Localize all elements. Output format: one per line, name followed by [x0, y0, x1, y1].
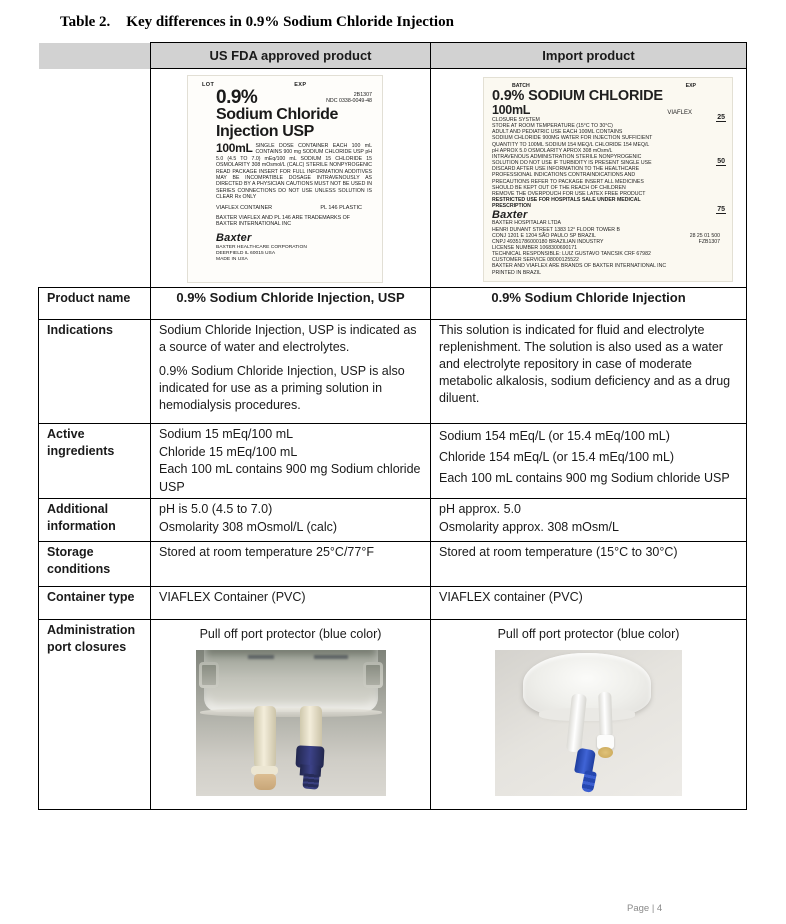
row-label-administration-port-closures: Administration port closures [39, 620, 151, 810]
label-bold-line: RESTRICTED USE FOR HOSPITALS SALE UNDER MEDICAL [492, 197, 641, 204]
label-line: STORE AT ROOM TEMPERATURE (15°C TO 30°C) [492, 123, 613, 130]
medication-port-tube [254, 706, 276, 768]
import-logo-row [492, 210, 724, 220]
label-line: QUANTITY TO 100ML SODIUM 154 MEQ/L CHLORIDE 154 MEQ/L [492, 141, 650, 148]
label-line: SODIUM CHLORIDE 900MG WATER FOR INJECTION SUFFICIENT [492, 135, 653, 142]
bag-seam [200, 708, 382, 717]
medication-port-tube [598, 692, 613, 738]
import-product-title: 0.9% SODIUM CHLORIDE [492, 88, 663, 104]
table-row [39, 587, 747, 620]
port-caption-import: Pull off port protector (blue color) [497, 627, 680, 641]
indications-us-paragraph-1: Sodium Chloride Injection, USP is indicated as a source of water and electrolytes. [159, 323, 417, 354]
active-ingredients-import-lines [439, 426, 738, 489]
additional-information-import [431, 499, 747, 542]
scale-mark-25: 25 [717, 114, 725, 121]
address-line: TECHNICAL RESPONSIBLE: LUIZ GUSTAVO TANCSIK CRF 67982 [492, 251, 651, 258]
import-port-photo [495, 650, 682, 796]
address-line: LICENSE NUMBER 1068300690171 [492, 244, 578, 251]
label-line: ADULT AND PEDIATRIC USE EACH 100ML CONTAINS [492, 129, 623, 136]
address-line: PRINTED IN BRAZIL [492, 269, 542, 276]
info-line: pH approx. 5.0 [439, 502, 521, 516]
additional-information-us-lines [159, 501, 422, 536]
strength-text: 0.9% [216, 87, 258, 108]
blue-port-protector-tip [302, 773, 319, 789]
address-line: MADE IN USA [216, 257, 248, 263]
us-port-photo [196, 650, 386, 796]
import-product-label-image [483, 77, 733, 282]
address-line: CONJ 1201 E 1204 SÃO PAULO SP BRAZIL 28 25 01 500 [492, 232, 720, 239]
indications-us-paragraph-2: 0.9% Sodium Chloride Injection, USP is also indicated for use as a priming solution in hemodialysis procedures. [159, 364, 405, 412]
table-row [39, 424, 747, 499]
ingredient-line: Chloride 15 mEq/100 mL [159, 444, 298, 459]
label-line: SOLUTION DO NOT USE IF TURBIDITY IS PRESENT SINGLE USE [492, 160, 652, 167]
import-volume-row [492, 104, 724, 116]
bag-print-mark [314, 655, 348, 659]
storage-conditions-us [151, 542, 431, 587]
row-label-storage-conditions: Storage conditions [39, 542, 151, 587]
port-caption-us: Pull off port protector (blue color) [199, 627, 382, 641]
import-label-fine-print [492, 117, 724, 197]
exp-field: EXP [294, 82, 307, 88]
indications-import-paragraph: This solution is indicated for fluid and electrolyte replenishment. The solution is also used as a water and electrolyte repository in case of moderate metabolic alkalosis, sodium deficiency and as a drug diluent. [439, 323, 731, 405]
volume-text: 100mL [492, 103, 531, 117]
row-label-active-ingredients: Active ingredients [39, 424, 151, 499]
address-line: BAXTER HEALTHCARE CORPORATION [216, 245, 307, 251]
viaflex-text: VIAFLEX [667, 110, 692, 116]
ingredient-line: Sodium 154 mEq/L (or 15.4 mEq/100 mL) [439, 429, 670, 443]
label-image-empty-cell [39, 69, 151, 288]
viaflex-container-text: VIAFLEX CONTAINER [216, 204, 273, 211]
info-line: Osmolarity 308 mOsmol/L (calc) [159, 519, 338, 534]
ndc-number: NDC 0338-0049-48 [326, 98, 372, 105]
exp-field: EXP [685, 83, 696, 89]
ingredient-line: Each 100 mL contains 900 mg Sodium chloride USP [159, 462, 421, 494]
label-image-row [39, 69, 747, 288]
batch-field: BATCH [512, 83, 530, 89]
label-line: PROFESSIONAL INDICATIONS CONTRAINDICATIONS AND [492, 172, 636, 179]
admin-port-us [151, 620, 431, 810]
medication-port-cap [254, 774, 276, 790]
column-header-us: US FDA approved product [151, 43, 431, 69]
bag-seam [539, 708, 635, 721]
header-row [39, 43, 747, 69]
table-row [39, 542, 747, 587]
active-ingredients-import [431, 424, 747, 499]
table-row [39, 499, 747, 542]
product-name-import: 0.9% Sodium Chloride Injection [431, 288, 747, 320]
label-line: SHOULD BE KEPT OUT OF THE REACH OF CHILDREN [492, 184, 626, 191]
address-line: CUSTOMER SERVICE 08000125522 [492, 257, 579, 264]
us-product-label-image [187, 75, 383, 283]
address-line: HENRI DUNANT STREET 1383 12° FLOOR TOWER B [492, 226, 620, 233]
baxter-logo: Baxter [216, 232, 252, 245]
admin-port-import [431, 620, 747, 810]
row-label-indications: Indications [39, 320, 151, 424]
label-line: PRECAUTIONS REFER TO PACKAGE INSERT ALL MEDICINES [492, 178, 644, 185]
bag-hanger-tab [199, 662, 219, 688]
storage-import-text: Stored at room temperature (15°C to 30°C) [439, 545, 678, 559]
baxter-logo: Baxter [492, 209, 528, 222]
comparison-table [38, 42, 747, 810]
us-label-codes [326, 92, 372, 107]
header-empty-cell [39, 43, 151, 69]
ingredient-line: Each 100 mL contains 900 mg Sodium chloride USP [439, 471, 730, 485]
table-row [39, 620, 747, 810]
container-import-text: VIAFLEX container (PVC) [439, 590, 583, 604]
label-line: DISCARD AFTER USE INFORMATION TO THE HEALTHCARE [492, 166, 640, 173]
import-label-cell [431, 69, 747, 288]
medication-port-cap [598, 747, 613, 758]
us-label-address [216, 245, 376, 263]
address-line: BAXTER AND VIAFLEX ARE BRANDS OF BAXTER INTERNATIONAL INC [492, 263, 667, 270]
additional-information-import-lines [439, 501, 738, 536]
us-label-container-line [216, 205, 362, 211]
product-name-line2: Injection USP [216, 122, 314, 140]
import-label-restricted-use [492, 197, 724, 209]
table-row [39, 288, 747, 320]
container-type-us [151, 587, 431, 620]
table-title [60, 14, 454, 31]
administration-port-tube [300, 706, 322, 750]
scale-mark-75: 75 [717, 206, 725, 213]
storage-conditions-import [431, 542, 747, 587]
label-bold-line: PRESCRIPTION [492, 203, 531, 210]
ingredient-line: Chloride 154 mEq/L (or 15.4 mEq/100 mL) [439, 450, 675, 464]
bag-print-mark [248, 655, 274, 659]
indications-import [431, 320, 747, 424]
active-ingredients-us [151, 424, 431, 499]
ingredient-line: Sodium 15 mEq/100 mL [159, 427, 294, 441]
address-line: CNPJ 49351786000180 BRAZILIAN INDUSTRY FZB1307 [492, 238, 720, 245]
row-label-container-type: Container type [39, 587, 151, 620]
additional-information-us [151, 499, 431, 542]
info-line: Osmolarity approx. 308 mOsm/L [439, 519, 619, 534]
bag-hanger-tab [363, 662, 383, 688]
storage-us-text: Stored at room temperature 25°C/77°F [159, 545, 374, 559]
row-label-product-name: Product name [39, 288, 151, 320]
column-header-import: Import product [431, 43, 747, 69]
info-line: pH is 5.0 (4.5 to 7.0) [159, 502, 273, 516]
lot-field: LOT [202, 82, 215, 88]
trademark-line: BAXTER VIAFLEX AND PL 146 ARE TRADEMARKS OF BAXTER INTERNATIONAL INC [216, 214, 350, 228]
page-number: Page | 4 [627, 903, 663, 914]
container-type-import [431, 587, 747, 620]
indications-us [151, 320, 431, 424]
iv-bag [204, 650, 378, 712]
product-name-us: 0.9% Sodium Chloride Injection, USP [151, 288, 431, 320]
table-title-prefix: Table 2. [60, 14, 111, 30]
volume-text: 100mL [216, 141, 253, 155]
product-name-line1: Sodium Chloride [216, 106, 339, 123]
pl146-text: PL 146 PLASTIC [320, 204, 362, 211]
us-label-strength-row [216, 89, 376, 107]
us-label-cell [151, 69, 431, 288]
row-label-additional-information: Additional information [39, 499, 151, 542]
scale-mark-50: 50 [717, 158, 725, 165]
label-line: INTRAVENOUS ADMINISTRATION STERILE NONPYROGENIC [492, 153, 642, 160]
table-title-text: Key differences in 0.9% Sodium Chloride Injection [126, 14, 454, 30]
label-line: pH APROX 5.0 OSMOLARITY APROX 308 mOsm/L [492, 147, 613, 154]
us-label-fine-print: SINGLE DOSE CONTAINER EACH 100 mL CONTAINS 900 mg SODIUM CHLORIDE USP pH 5.0 (4.5 TO 7.0) mEq/100 mL SODIUM 15 CHLORIDE 15 OSMOLARITY 308 mOsmol/L (CALC) STERILE NONPYROGENIC READ PACKAGE INSERT FOR FULL INFORMATION ADDITIVES MAY BE INCOMPATIBLE DOSAGE INTRAVENOUSLY AS DIRECTED BY A PHYSICIAN CAUTIONS MUST NOT BE USED IN SERIES CONNECTIONS DO NOT USE UNLESS SOLUTION IS CLEAR Rx ONLY [216, 143, 372, 201]
table-row [39, 320, 747, 424]
lot-number: 2B1307 [353, 92, 372, 98]
active-ingredients-us-lines [159, 426, 422, 496]
address-line: DEERFIELD IL 60015 USA [216, 251, 276, 257]
label-line: CLOSURE SYSTEM [492, 117, 540, 123]
us-label-body-text [216, 143, 372, 201]
label-line: REMOVE THE OVERPOUCH FOR USE LATEX FREE PRODUCT [492, 190, 646, 197]
import-label-address [492, 220, 724, 275]
address-line: BAXTER HOSPITALAR LTDA [492, 220, 561, 227]
container-us-text: VIAFLEX Container (PVC) [159, 590, 306, 604]
